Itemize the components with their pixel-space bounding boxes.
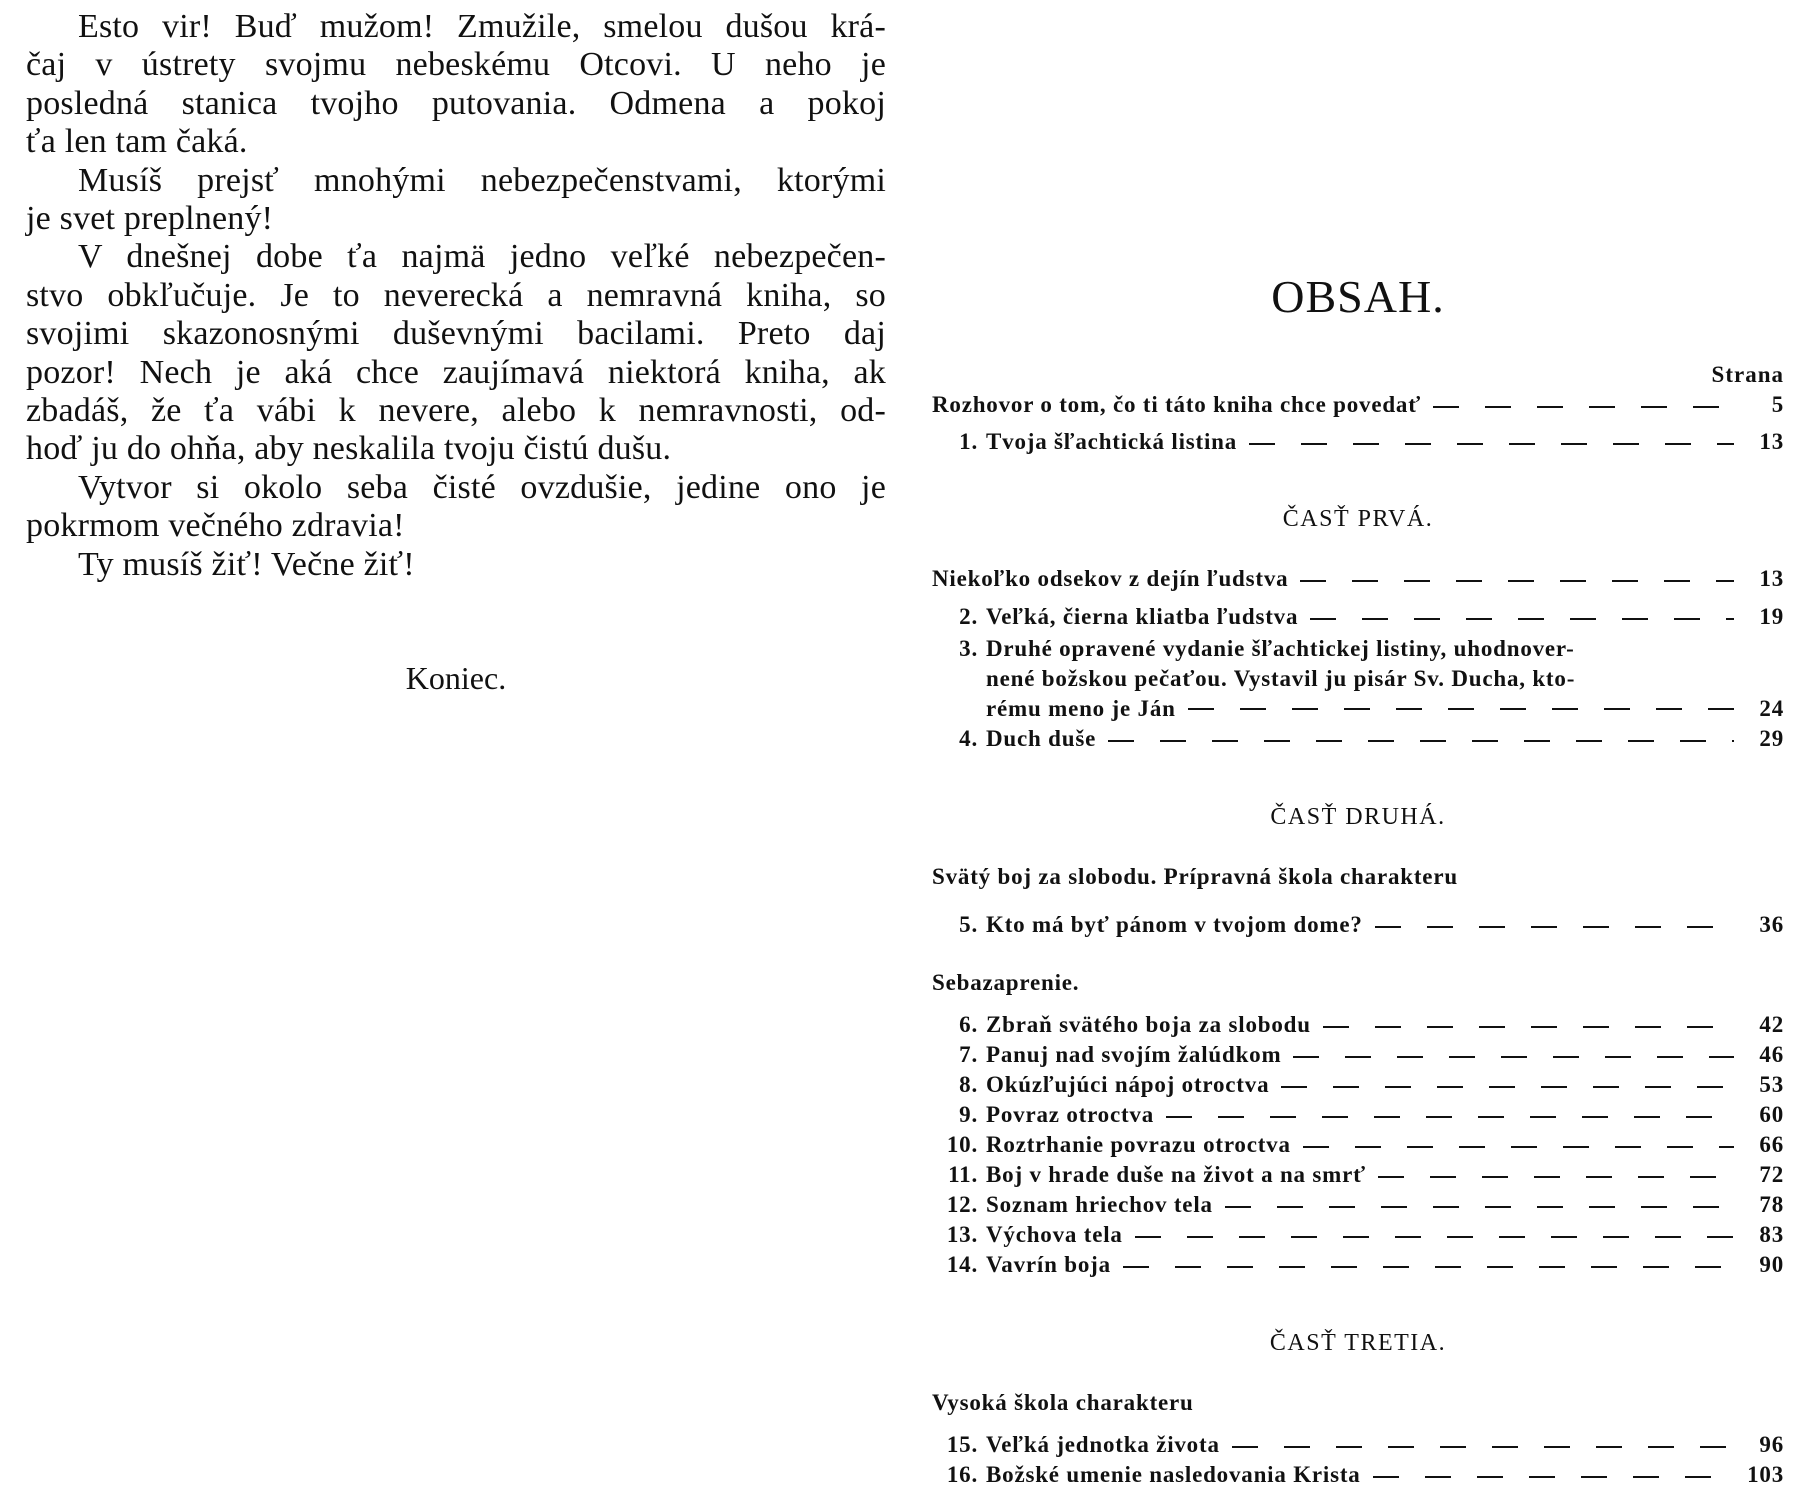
text-line: pokrmom večného zdravia!	[26, 507, 405, 545]
toc-entry-number: 3.	[959, 636, 978, 661]
text-line: V dnešnej dobe ťa najmä jedno veľké nebezpečen-	[78, 238, 886, 276]
toc-entry-page: 42	[1759, 1012, 1784, 1037]
toc-entry-number: 2.	[959, 604, 978, 629]
toc-entry-page: 96	[1759, 1432, 1784, 1457]
toc-entry-number: 12.	[946, 1192, 978, 1217]
toc-heading-title: Niekoľko odsekov z dejín ľudstva	[932, 566, 1289, 591]
leader-dashes	[1300, 580, 1734, 582]
text-line: čaj v ústrety svojmu nebeskému Otcovi. U neho je	[26, 46, 886, 84]
toc-entry-line	[944, 694, 1784, 724]
toc-entry-page: 66	[1759, 1132, 1784, 1157]
toc-entry-page: 5	[1771, 392, 1784, 417]
toc-entry-title: Roztrhanie povrazu otroctva	[986, 1132, 1291, 1157]
toc-entry-page: 13	[1759, 566, 1784, 591]
toc-entry-page: 60	[1759, 1102, 1784, 1127]
toc-entry-title: Druhé opravené vydanie šľachtickej listiny, uhodnover-	[986, 636, 1575, 661]
leader-dashes	[1188, 708, 1734, 710]
leader-dashes	[1249, 443, 1734, 445]
toc-heading-title: Vysoká škola charakteru	[932, 1390, 1194, 1415]
toc-entry[interactable]	[932, 429, 1784, 459]
text-line: zbadáš, že ťa vábi k nevere, alebo k nemravnosti, od-	[26, 392, 886, 430]
toc-heading[interactable]	[932, 970, 1784, 1000]
toc-entry[interactable]	[932, 1252, 1784, 1282]
toc-heading[interactable]	[932, 566, 1784, 596]
toc-entry[interactable]	[932, 1222, 1784, 1252]
toc-entry[interactable]	[932, 726, 1784, 756]
toc-entry-number: 8.	[959, 1072, 978, 1097]
toc-entry-number: 11.	[948, 1162, 978, 1187]
toc-entry-page: 72	[1759, 1162, 1784, 1187]
toc-heading-title: Svätý boj za slobodu. Prípravná škola charakteru	[932, 864, 1458, 889]
leader-dashes	[1310, 618, 1734, 620]
paragraph	[26, 8, 886, 162]
leader-dashes	[1303, 1146, 1734, 1148]
toc-entry[interactable]	[932, 1102, 1784, 1132]
toc-entry-title: Povraz otroctva	[986, 1102, 1155, 1127]
toc-entry[interactable]	[932, 1432, 1784, 1462]
toc-entry-title: Veľká, čierna kliatba ľudstva	[986, 604, 1299, 629]
toc-entry-number: 14.	[946, 1252, 978, 1277]
toc-entry-number: 6.	[959, 1012, 978, 1037]
left-page-text	[26, 8, 886, 584]
leader-dashes	[1293, 1056, 1734, 1058]
toc-entry-title: Vavrín boja	[986, 1252, 1111, 1277]
toc-entry[interactable]	[932, 1192, 1784, 1222]
toc-entry-title: Božské umenie nasledovania Krista	[986, 1462, 1361, 1487]
toc-entry-title: Tvoja šľachtická listina	[986, 429, 1238, 454]
toc-entry-page: 13	[1759, 429, 1784, 454]
text-line: pozor! Nech je aká chce zaujímavá niektorá kniha, ak	[26, 353, 886, 391]
toc-entry-line: nené božskou pečaťou. Vystavil ju pisár Sv. Ducha, kto-	[986, 666, 1576, 691]
toc-entry-number: 10.	[946, 1132, 978, 1157]
toc-entry-title: Duch duše	[986, 726, 1097, 751]
toc-heading[interactable]	[932, 1390, 1784, 1420]
toc-entry[interactable]	[932, 604, 1784, 634]
toc-entry-title: Výchova tela	[986, 1222, 1123, 1247]
toc-entry-multiline[interactable]	[944, 634, 1784, 724]
paragraph	[26, 546, 886, 584]
toc-entry-title: Rozhovor o tom, čo ti táto kniha chce povedať	[932, 392, 1422, 417]
toc-entry-number: 1.	[959, 429, 978, 454]
toc-entry-page: 24	[1759, 696, 1784, 721]
toc-heading[interactable]	[932, 864, 1784, 894]
leader-dashes	[1323, 1026, 1734, 1028]
toc-entry-page: 19	[1759, 604, 1784, 629]
leader-dashes	[1225, 1206, 1734, 1208]
section-title: ČASŤ DRUHÁ.	[1270, 804, 1446, 830]
toc-entry-page: 46	[1759, 1042, 1784, 1067]
toc-entry-page: 36	[1759, 912, 1784, 937]
toc-entry-page: 29	[1759, 726, 1784, 751]
toc-entry[interactable]	[932, 1162, 1784, 1192]
toc-entry-number: 15.	[946, 1432, 978, 1457]
toc-entry[interactable]	[932, 1012, 1784, 1042]
toc-entry[interactable]	[932, 1462, 1784, 1492]
toc-title: OBSAH.	[1271, 271, 1445, 322]
toc-entry-title: rému meno je Ján	[986, 696, 1176, 721]
toc-entry-number: 4.	[959, 726, 978, 751]
page-column-header: Strana	[1711, 362, 1784, 387]
toc-entry-number: 13.	[946, 1222, 978, 1247]
paragraph	[26, 469, 886, 546]
text-line: svojimi skazonosnými duševnými bacilami. Preto daj	[26, 315, 886, 353]
leader-dashes	[1123, 1266, 1734, 1268]
toc-entry-title: Zbraň svätého boja za slobodu	[986, 1012, 1311, 1037]
leader-dashes	[1232, 1446, 1734, 1448]
toc-entry-title: Boj v hrade duše na život a na smrť	[986, 1162, 1366, 1187]
section-title: ČASŤ TRETIA.	[1269, 1330, 1447, 1356]
end-mark: Koniec.	[405, 660, 507, 696]
leader-dashes	[1433, 406, 1734, 408]
toc-entry-line	[944, 634, 1784, 664]
toc-entry-page: 90	[1759, 1252, 1784, 1277]
text-line: hoď ju do ohňa, aby neskalila tvoju čistú dušu.	[26, 430, 672, 468]
toc-entry[interactable]	[932, 392, 1784, 422]
leader-dashes	[1375, 926, 1734, 928]
leader-dashes	[1135, 1236, 1734, 1238]
text-line: Vytvor si okolo seba čisté ovzdušie, jedine ono je	[78, 468, 886, 506]
toc-entry[interactable]	[932, 912, 1784, 942]
toc-entry-page: 53	[1759, 1072, 1784, 1097]
leader-dashes	[1378, 1176, 1734, 1178]
toc-entry-page: 83	[1759, 1222, 1784, 1247]
toc-entry-title: Soznam hriechov tela	[986, 1192, 1213, 1217]
text-line: stvo obkľučuje. Je to neverecká a nemravná kniha, so	[26, 276, 886, 314]
toc-entry[interactable]	[932, 1132, 1784, 1162]
text-line: Musíš prejsť mnohými nebezpečenstvami, ktorými	[78, 161, 886, 199]
section-title: ČASŤ PRVÁ.	[1282, 506, 1434, 532]
toc-entry[interactable]	[932, 1072, 1784, 1102]
paragraph	[26, 162, 886, 239]
text-line: je svet preplnený!	[26, 200, 274, 238]
toc-entry-number: 16.	[946, 1462, 978, 1487]
toc-entry-number: 9.	[959, 1102, 978, 1127]
toc-entry-number: 7.	[959, 1042, 978, 1067]
paragraph	[26, 238, 886, 468]
leader-dashes	[1281, 1086, 1734, 1088]
leader-dashes	[1108, 740, 1734, 742]
toc-entry-title: Okúzľujúci nápoj otroctva	[986, 1072, 1270, 1097]
toc-entry-title: Kto má byť pánom v tvojom dome?	[986, 912, 1363, 937]
toc-entry-title: Veľká jednotka života	[986, 1432, 1220, 1457]
toc-entry-page: 103	[1747, 1462, 1784, 1487]
toc-entry-number: 5.	[959, 912, 978, 937]
toc-entry[interactable]	[932, 1042, 1784, 1072]
text-line: ťa len tam čaká.	[26, 123, 248, 161]
text-line: Ty musíš žiť! Večne žiť!	[78, 545, 415, 583]
text-line: Esto vir! Buď mužom! Zmužile, smelou dušou krá-	[78, 8, 886, 45]
table-of-contents	[932, 0, 1784, 1500]
text-line: posledná stanica tvojho putovania. Odmena a pokoj	[26, 84, 886, 122]
toc-heading-title: Sebazaprenie.	[932, 970, 1080, 995]
toc-entry-page: 78	[1759, 1192, 1784, 1217]
leader-dashes	[1373, 1476, 1733, 1478]
leader-dashes	[1166, 1116, 1734, 1118]
toc-entry-title: Panuj nad svojím žalúdkom	[986, 1042, 1282, 1067]
